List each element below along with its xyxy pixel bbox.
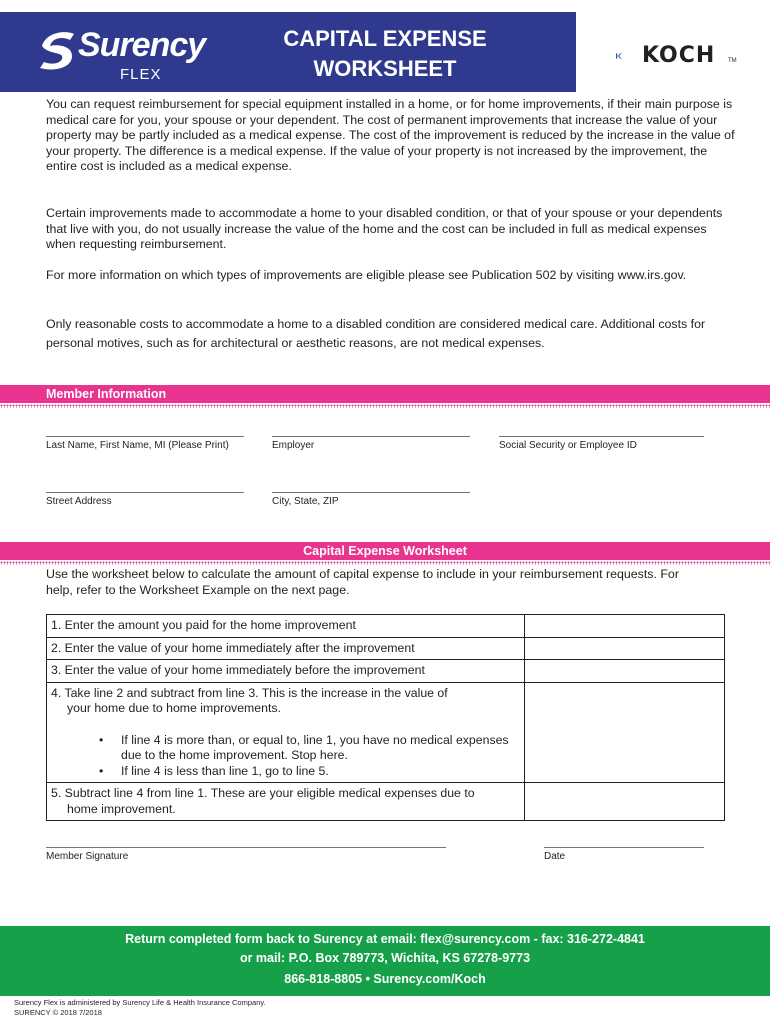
footer-contact-info: 866-818-8805 • Surency.com/Koch [284, 972, 486, 986]
worksheet-line-1: 1. Enter the amount you paid for the home improvement [47, 615, 525, 638]
admin-disclaimer: Surency Flex is administered by Surency Life & Health Insurance Company. [14, 998, 266, 1007]
list-item: • If line 4 is more than, or equal to, line 1, you have no medical expenses due to the home improvement. Stop here. [99, 732, 509, 762]
intro-paragraph-2: Certain improvements made to accommodate a home to your disabled condition, or that of your spouse or your dependents that live with you, do not usually increase the value of the home and the cost can be included in full as medical expenses when requesting reimbursement. [46, 206, 723, 252]
street-field[interactable] [46, 492, 244, 493]
name-field[interactable] [46, 436, 244, 437]
city-state-zip-field[interactable] [272, 492, 470, 493]
table-row [47, 682, 725, 783]
street-label: Street Address [46, 496, 112, 507]
line-4-text-b: your home due to home improvements. [67, 701, 281, 715]
line-4-conditions [51, 733, 520, 780]
employer-field[interactable] [272, 436, 470, 437]
brand-sub: FLEX [120, 66, 162, 83]
section-divider-dots [0, 561, 770, 565]
copyright: SURENCY © 2018 7/2018 [14, 1008, 102, 1017]
partner-trademark: TM [728, 58, 737, 64]
worksheet-header: Capital Expense Worksheet [0, 542, 770, 560]
date-field[interactable] [544, 847, 704, 848]
list-item: • If line 4 is less than line 1, go to line 5. [99, 763, 329, 778]
worksheet-line-5-amount[interactable] [524, 783, 724, 821]
worksheet-line-2-amount[interactable] [524, 637, 724, 660]
ssn-field[interactable] [499, 436, 704, 437]
member-info-header: Member Information [0, 385, 770, 403]
worksheet-line-4-amount[interactable] [524, 682, 724, 783]
intro-paragraph-3: For more information on which types of improvements are eligible please see Publication 502 by visiting www.irs.gov. [46, 268, 687, 282]
date-label: Date [544, 851, 566, 862]
footer-mail-info: or mail: P.O. Box 789773, Wichita, KS 67278-9773 [239, 951, 531, 965]
signature-label: Member Signature [46, 851, 129, 862]
worksheet-instructions: Use the worksheet below to calculate the amount of capital expense to include in your reimbursement requests. For help, refer to the Worksheet Example on the next page. [46, 567, 679, 597]
line-4-text-a: 4. Take line 2 and subtract from line 3. This is the increase in the value of [51, 685, 448, 700]
koch-logo [616, 45, 642, 67]
table-row [47, 783, 725, 821]
line-5-text-b: home improvement. [67, 801, 176, 816]
ssn-label: Social Security or Employee ID [499, 440, 637, 451]
signature-field[interactable] [46, 847, 446, 848]
table-row [47, 615, 725, 638]
line-5-text-a: 5. Subtract line 4 from line 1. These are your eligible medical expenses due to [51, 786, 475, 800]
intro-paragraph-1: You can request reimbursement for special equipment installed in a home, or for home improvements, if their main purpose is medical care for you, your spouse or your dependent. The cost of permanent improvements that increase the value of your property may be partly included as a medical expense. The cost of the improvement is reduced by the increase in the value of your property. The difference is a medical expense. If the value of your property is not increased by the improvement, the entire cost is included as a medical expense. [46, 97, 735, 174]
page-title-line1: CAPITAL EXPENSE [283, 26, 487, 51]
employer-label: Employer [272, 440, 315, 451]
worksheet-table [46, 614, 725, 821]
worksheet-line-4 [47, 682, 525, 783]
table-row [47, 660, 725, 683]
section-divider-dots [0, 404, 770, 408]
intro-paragraph-4: Only reasonable costs to accommodate a home to a disabled condition are considered medical care. Additional costs for personal motives, such as for architectural or aesthetic reasons, are not medical expenses. [46, 317, 706, 350]
worksheet-line-3-amount[interactable] [524, 660, 724, 683]
footer-return-info: Return completed form back to Surency at email: flex@surency.com - fax: 316-272-4841 [125, 932, 645, 946]
worksheet-line-3: 3. Enter the value of your home immediately before the improvement [47, 660, 525, 683]
page-title-line2: WORKSHEET [313, 56, 457, 81]
name-label: Last Name, First Name, MI (Please Print) [46, 440, 229, 451]
worksheet-line-5 [47, 783, 525, 821]
partner-logo-text: KOCH [642, 43, 716, 68]
worksheet-line-1-amount[interactable] [524, 615, 724, 638]
table-row [47, 637, 725, 660]
worksheet-line-2: 2. Enter the value of your home immediately after the improvement [47, 637, 525, 660]
city-state-zip-label: City, State, ZIP [272, 496, 339, 507]
brand-name: Surency [78, 26, 206, 64]
